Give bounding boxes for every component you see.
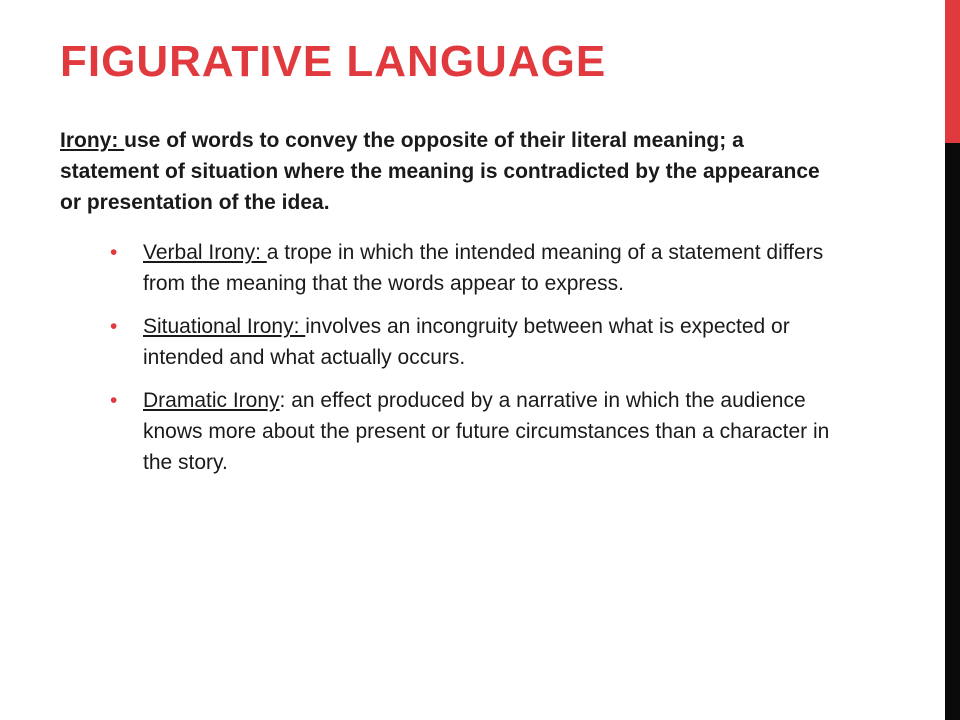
list-item-dramatic-irony — [110, 385, 830, 478]
definition-term: Irony: — [60, 129, 125, 152]
definition-text: use of words to convey the opposite of their literal meaning; a statement of situation where the meaning is contradicted by the appearance or presentation of the idea. — [60, 129, 820, 214]
bullet-icon: • — [110, 241, 118, 264]
bullet-icon: • — [110, 389, 118, 412]
bullet-term: Dramatic Irony — [143, 389, 280, 412]
bullet-icon: • — [110, 315, 118, 338]
irony-definition — [60, 125, 840, 218]
list-item-situational-irony — [110, 311, 830, 373]
bullet-term: Verbal Irony: — [143, 241, 267, 264]
side-bar-accent — [945, 0, 960, 143]
side-bar — [945, 0, 960, 720]
bullet-text: an effect produced by a narrative in which the audience knows more about the present or future circumstances than a character in the story. — [143, 389, 830, 474]
slide-title: FIGURATIVE LANGUAGE — [60, 37, 607, 86]
irony-types-list — [110, 237, 830, 490]
bullet-text: a trope in which the intended meaning of a statement differs from the meaning that the words appear to express. — [143, 241, 824, 295]
list-item-verbal-irony — [110, 237, 830, 299]
bullet-text: involves an incongruity between what is expected or intended and what actually occurs. — [143, 315, 790, 369]
bullet-separator: : — [279, 389, 292, 412]
bullet-term: Situational Irony: — [143, 315, 306, 338]
